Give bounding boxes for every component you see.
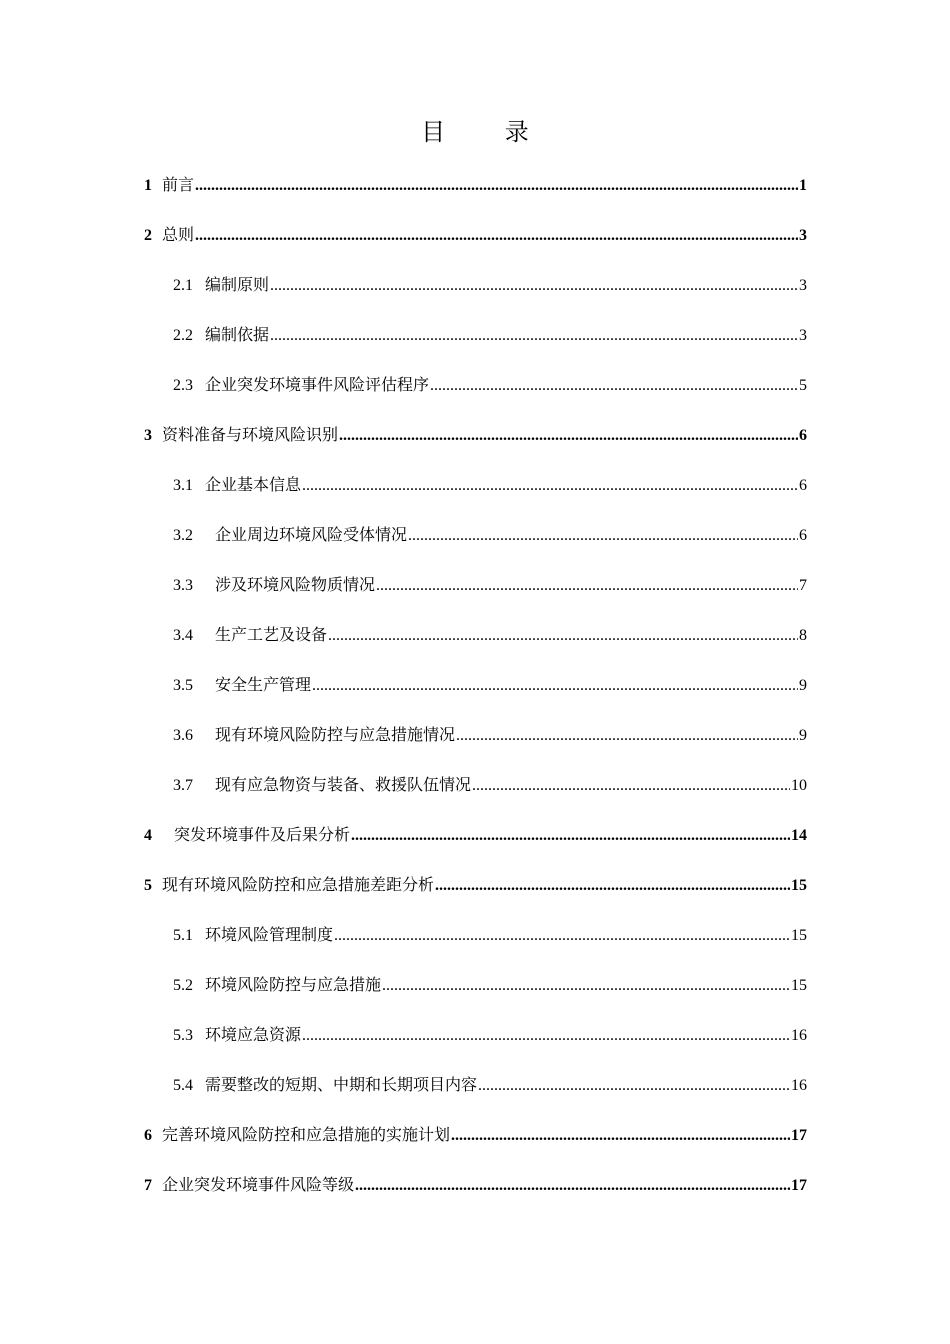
- toc-entry-number: 5: [144, 877, 152, 894]
- toc-title: 目 录: [421, 118, 555, 146]
- toc-entry[interactable]: [144, 860, 807, 910]
- toc-entry-page: 6: [799, 527, 807, 544]
- toc-entry-number: 5.3: [173, 1027, 193, 1044]
- toc-entry-title: 总则: [162, 225, 195, 244]
- toc-entry-number: 3.7: [173, 777, 193, 794]
- toc-entry-number: 3.4: [173, 627, 193, 644]
- toc-dot-leader: [270, 261, 798, 311]
- toc-entry-page: 15: [791, 927, 807, 944]
- toc-entry-title: 编制原则: [205, 275, 270, 294]
- toc-dot-leader: [451, 1111, 790, 1161]
- toc-entry-title: 现有应急物资与装备、救援队伍情况: [215, 775, 472, 794]
- toc-entry-title: 现有环境风险防控与应急措施情况: [215, 725, 456, 744]
- toc-entry-page: 7: [799, 577, 807, 594]
- toc-entry-number: 1: [144, 177, 152, 194]
- toc-entry-number: 2.1: [173, 277, 193, 294]
- toc-entry-number: 5.4: [173, 1077, 193, 1094]
- toc-dot-leader: [339, 411, 798, 461]
- toc-entry-title: 安全生产管理: [215, 675, 312, 694]
- toc-entry[interactable]: [144, 710, 807, 760]
- toc-entry-page: 8: [799, 627, 807, 644]
- toc-entry-title: 现有环境风险防控和应急措施差距分析: [162, 875, 435, 894]
- toc-entry[interactable]: [144, 1110, 807, 1160]
- toc-entry[interactable]: [144, 910, 807, 960]
- toc-dot-leader: [328, 611, 798, 661]
- toc-entry-page: 17: [791, 1127, 807, 1144]
- toc-entry-number: 6: [144, 1127, 152, 1144]
- toc-entry-title: 突发环境事件及后果分析: [174, 825, 351, 844]
- toc-entry-page: 9: [799, 677, 807, 694]
- toc-dot-leader: [376, 561, 798, 611]
- toc-dot-leader: [302, 461, 798, 511]
- toc-entry-page: 3: [799, 277, 807, 294]
- toc-entry-number: 2.3: [173, 377, 193, 394]
- toc-entry-number: 5.2: [173, 977, 193, 994]
- toc-entry[interactable]: [144, 560, 807, 610]
- toc-entry-page: 3: [799, 327, 807, 344]
- toc-entry-page: 16: [791, 1077, 807, 1094]
- toc-entry-title: 编制依据: [205, 325, 270, 344]
- toc-dot-leader: [195, 161, 798, 211]
- toc-entry-title: 企业基本信息: [205, 475, 302, 494]
- toc-entry-page: 15: [791, 877, 807, 894]
- toc-entry[interactable]: [144, 810, 807, 860]
- toc-entry[interactable]: [144, 610, 807, 660]
- toc-entry-number: 3.3: [173, 577, 193, 594]
- toc-dot-leader: [472, 761, 790, 811]
- toc-entry-page: 5: [799, 377, 807, 394]
- toc-entry-title: 环境应急资源: [205, 1025, 302, 1044]
- toc-entry-page: 1: [799, 177, 807, 194]
- toc-entry-number: 3.2: [173, 527, 193, 544]
- toc-entry[interactable]: [144, 310, 807, 360]
- toc-dot-leader: [430, 361, 798, 411]
- toc-dot-leader: [270, 311, 798, 361]
- toc-dot-leader: [195, 211, 798, 261]
- toc-entry-number: 3.6: [173, 727, 193, 744]
- toc-dot-leader: [312, 661, 798, 711]
- toc-entry-page: 14: [791, 827, 807, 844]
- toc-entry-title: 资料准备与环境风险识别: [162, 425, 339, 444]
- toc-entry[interactable]: [144, 1060, 807, 1110]
- toc-entry[interactable]: [144, 660, 807, 710]
- toc-entry[interactable]: [144, 1010, 807, 1060]
- toc-entry-title: 需要整改的短期、中期和长期项目内容: [205, 1075, 478, 1094]
- toc-entry-page: 6: [799, 477, 807, 494]
- toc-entry-page: 15: [791, 977, 807, 994]
- toc-entry[interactable]: [144, 260, 807, 310]
- toc-entry-title: 完善环境风险防控和应急措施的实施计划: [162, 1125, 451, 1144]
- toc-dot-leader: [355, 1161, 790, 1211]
- toc-entry-page: 16: [791, 1027, 807, 1044]
- toc-entry-page: 17: [791, 1177, 807, 1194]
- toc-entry-title: 环境风险防控与应急措施: [205, 975, 382, 994]
- toc-dot-leader: [435, 861, 790, 911]
- toc-entry-page: 10: [791, 777, 807, 794]
- toc-entry[interactable]: [144, 510, 807, 560]
- toc-entry-number: 2: [144, 227, 152, 244]
- toc-entry-title: 环境风险管理制度: [205, 925, 334, 944]
- toc-entry-number: 3.5: [173, 677, 193, 694]
- toc-entry[interactable]: [144, 410, 807, 460]
- toc-dot-leader: [456, 711, 798, 761]
- toc-dot-leader: [351, 811, 790, 861]
- toc-entry-number: 4: [144, 827, 152, 844]
- toc-entry[interactable]: [144, 360, 807, 410]
- toc-entry-title: 企业突发环境事件风险评估程序: [205, 375, 430, 394]
- toc-dot-leader: [478, 1061, 790, 1111]
- toc-entry-number: 2.2: [173, 327, 193, 344]
- toc-dot-leader: [334, 911, 790, 961]
- toc-dot-leader: [408, 511, 798, 561]
- toc-entry-title: 涉及环境风险物质情况: [215, 575, 376, 594]
- toc-entry-page: 6: [799, 427, 807, 444]
- toc-entry-title: 企业突发环境事件风险等级: [162, 1175, 355, 1194]
- toc-entry-title: 企业周边环境风险受体情况: [215, 525, 408, 544]
- toc-dot-leader: [382, 961, 790, 1011]
- toc-entry[interactable]: [144, 160, 807, 210]
- toc-entry[interactable]: [144, 1160, 807, 1210]
- toc-entry-number: 7: [144, 1177, 152, 1194]
- toc-entry-title: 前言: [162, 175, 195, 194]
- toc-entry[interactable]: [144, 460, 807, 510]
- toc-entry-page: 3: [799, 227, 807, 244]
- toc-entry-title: 生产工艺及设备: [215, 625, 328, 644]
- toc-entry-number: 3: [144, 427, 152, 444]
- toc-entry-number: 5.1: [173, 927, 193, 944]
- toc-entry-page: 9: [799, 727, 807, 744]
- toc-entry[interactable]: [144, 960, 807, 1010]
- toc-dot-leader: [302, 1011, 790, 1061]
- toc-entry-number: 3.1: [173, 477, 193, 494]
- toc-entry[interactable]: [144, 210, 807, 260]
- toc-entry[interactable]: [144, 760, 807, 810]
- table-of-contents: [144, 160, 807, 1210]
